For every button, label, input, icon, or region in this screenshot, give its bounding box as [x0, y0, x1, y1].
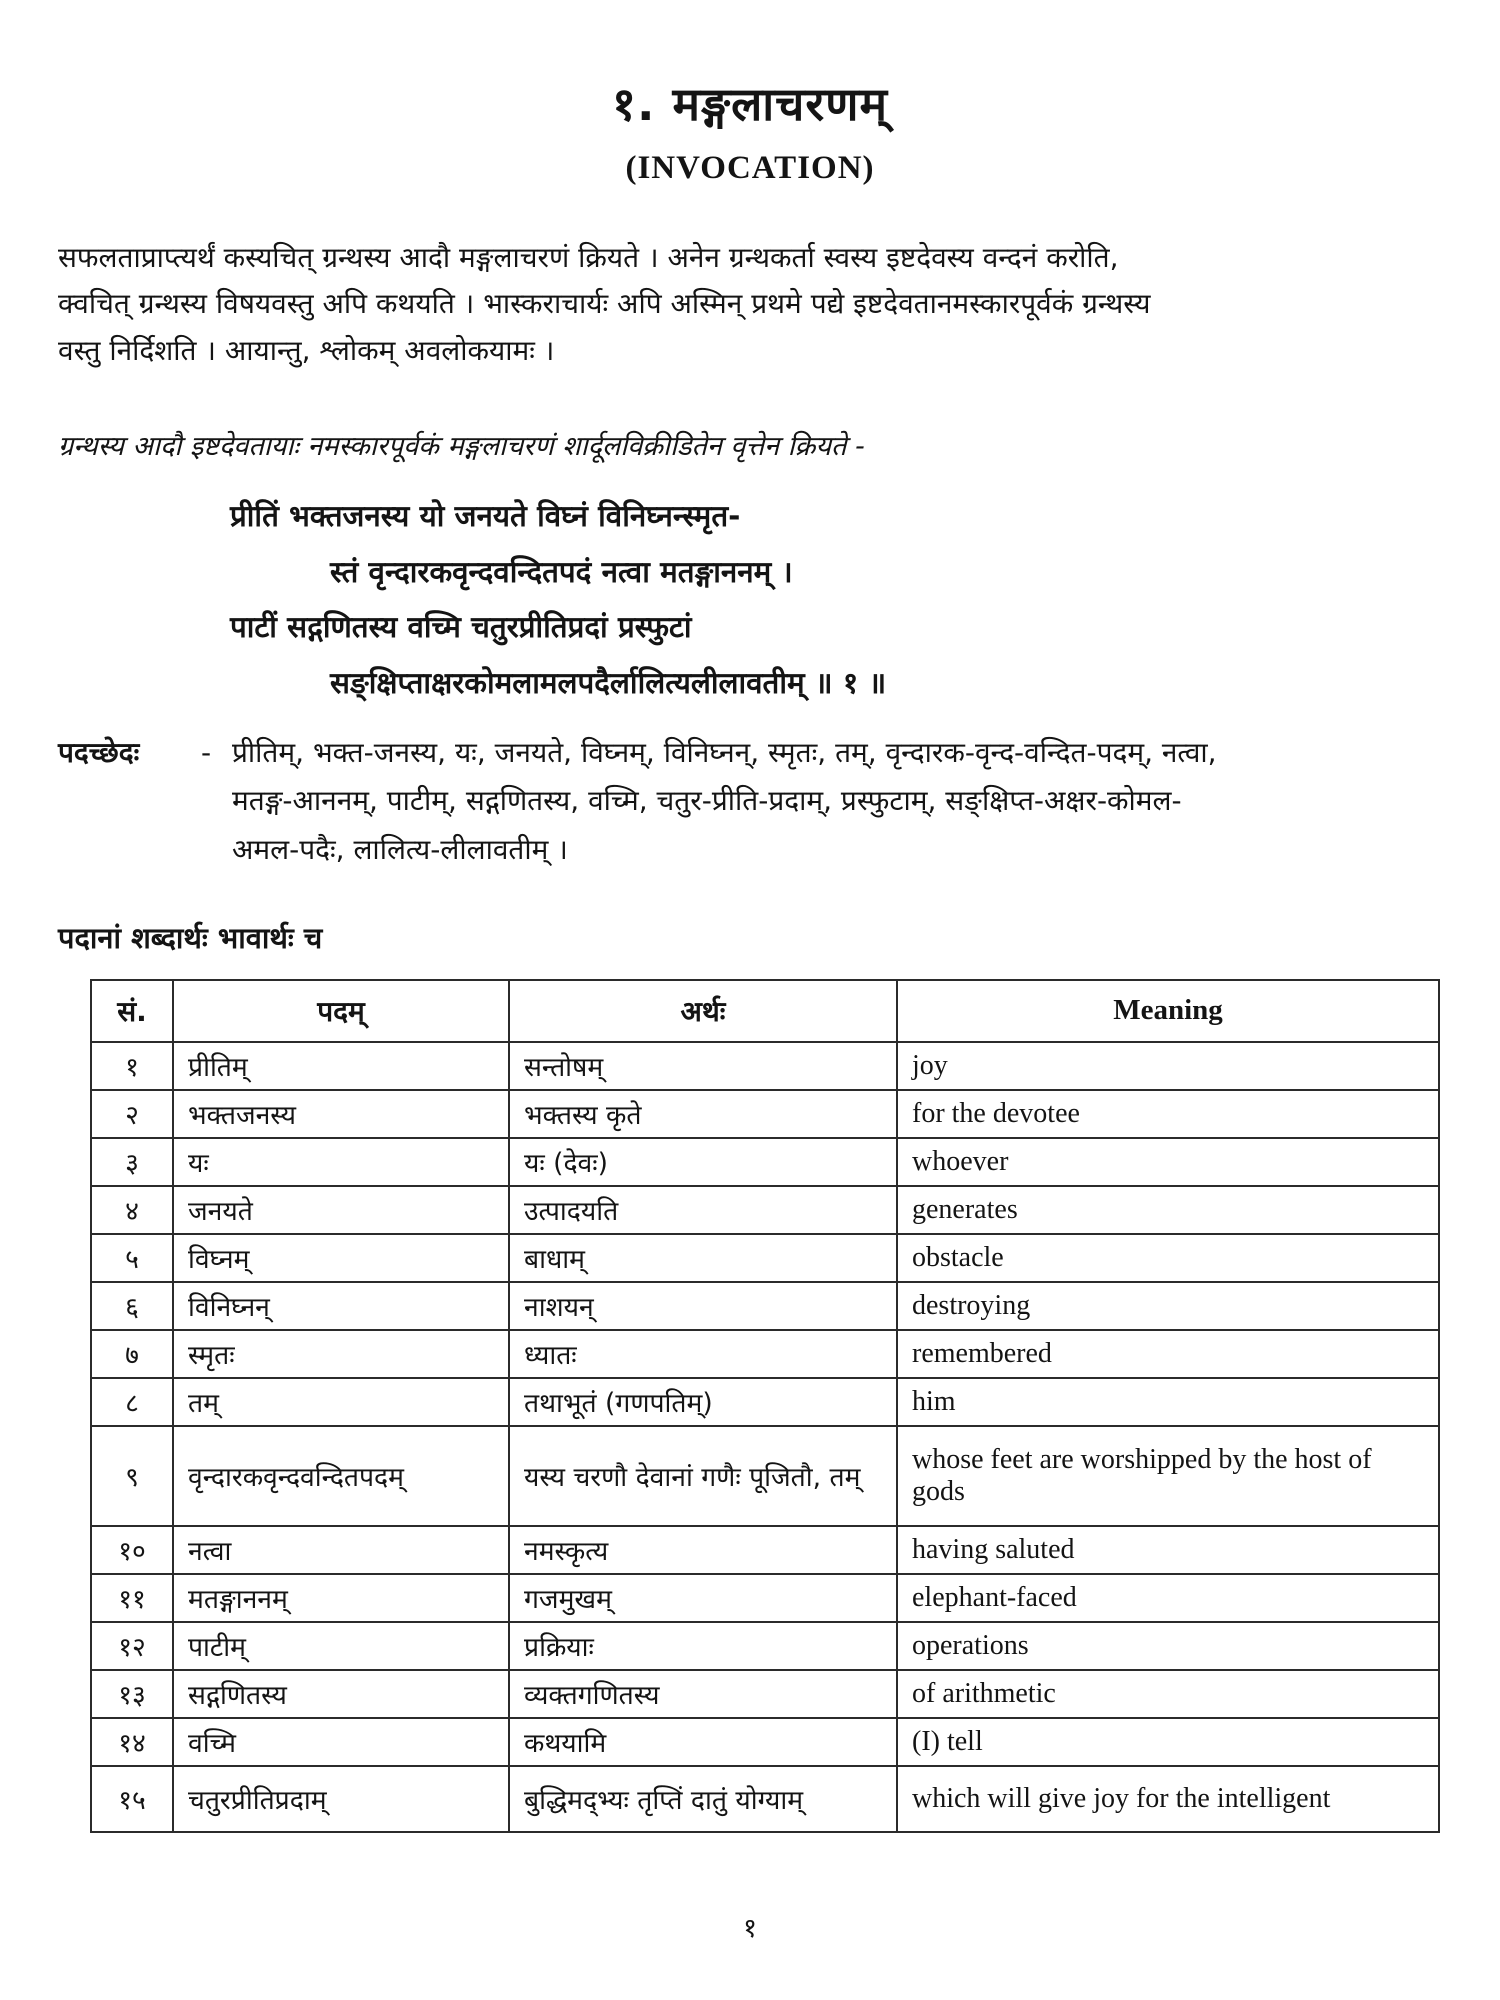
row-artha: यस्य चरणौ देवानां गणैः पूजितौ, तम् — [509, 1426, 897, 1526]
row-artha: उत्पादयति — [509, 1186, 897, 1234]
column-header-meaning: Meaning — [897, 980, 1439, 1042]
row-meaning: destroying — [897, 1282, 1439, 1330]
row-meaning: joy — [897, 1042, 1439, 1090]
row-num: ४ — [91, 1186, 173, 1234]
row-pada: वच्मि — [173, 1718, 509, 1766]
row-num: १४ — [91, 1718, 173, 1766]
row-pada: मतङ्गाननम् — [173, 1574, 509, 1622]
row-artha: नमस्कृत्य — [509, 1526, 897, 1574]
row-artha: कथयामि — [509, 1718, 897, 1766]
row-pada: वृन्दारकवृन्दवन्दितपदम् — [173, 1426, 509, 1526]
padachheda-line: मतङ्ग-आननम्, पाटीम्, सद्गणितस्य, वच्मि, चतुर-प्रीति-प्रदाम्, प्रस्फुटाम्, सङ्क्षिप्त-अक्षर-कोमल- — [232, 784, 1182, 818]
row-meaning: whoever — [897, 1138, 1439, 1186]
row-num: ८ — [91, 1378, 173, 1426]
row-meaning: operations — [897, 1622, 1439, 1670]
row-meaning: generates — [897, 1186, 1439, 1234]
table-row — [91, 1426, 1439, 1526]
row-artha: बाधाम् — [509, 1234, 897, 1282]
row-num: १२ — [91, 1622, 173, 1670]
intro-paragraph — [58, 235, 1442, 374]
row-artha: प्रक्रियाः — [509, 1622, 897, 1670]
row-artha: गजमुखम् — [509, 1574, 897, 1622]
table-row — [91, 1042, 1439, 1090]
row-artha: यः (देवः) — [509, 1138, 897, 1186]
padachheda-label: पदच्छेदः — [58, 736, 140, 770]
table-row — [91, 1718, 1439, 1766]
verse-line: पाटीं सद्गणितस्य वच्मि चतुरप्रीतिप्रदां प्रस्फुटां — [230, 610, 692, 645]
table-row — [91, 1186, 1439, 1234]
row-num: १५ — [91, 1766, 173, 1832]
row-num: ७ — [91, 1330, 173, 1378]
row-num: १० — [91, 1526, 173, 1574]
row-num: ३ — [91, 1138, 173, 1186]
row-pada: तम् — [173, 1378, 509, 1426]
row-meaning: elephant-faced — [897, 1574, 1439, 1622]
row-pada: जनयते — [173, 1186, 509, 1234]
padachheda-line: प्रीतिम्, भक्त-जनस्य, यः, जनयते, विघ्नम्, विनिघ्नन्, स्मृतः, तम्, वृन्दारक-वृन्द-वन्दित-पदम्, नत्वा, — [232, 736, 1217, 770]
row-num: ५ — [91, 1234, 173, 1282]
row-num: ११ — [91, 1574, 173, 1622]
row-artha: नाशयन् — [509, 1282, 897, 1330]
row-meaning: having saluted — [897, 1526, 1439, 1574]
table-row — [91, 1574, 1439, 1622]
column-header-artha: अर्थः — [509, 980, 897, 1042]
table-header-row — [91, 980, 1439, 1042]
row-meaning: obstacle — [897, 1234, 1439, 1282]
row-num: २ — [91, 1090, 173, 1138]
table-row — [91, 1526, 1439, 1574]
padachheda-body — [232, 729, 1442, 873]
padachheda-line: अमल-पदैः, लालित्य-लीलावतीम् । — [232, 832, 568, 866]
table-row — [91, 1378, 1439, 1426]
padachheda-dash: - — [200, 736, 212, 770]
page-number: १ — [742, 1913, 758, 1944]
row-num: १ — [91, 1042, 173, 1090]
table-row — [91, 1234, 1439, 1282]
row-meaning: of arithmetic — [897, 1670, 1439, 1718]
table-row — [91, 1622, 1439, 1670]
row-pada: नत्वा — [173, 1526, 509, 1574]
row-artha: ध्यातः — [509, 1330, 897, 1378]
table-row — [91, 1090, 1439, 1138]
row-artha: भक्तस्य कृते — [509, 1090, 897, 1138]
glossary-heading: पदानां शब्दार्थः भावार्थः च — [58, 920, 323, 955]
row-pada: चतुरप्रीतिप्रदाम् — [173, 1766, 509, 1832]
table-row — [91, 1766, 1439, 1832]
column-header-num: सं. — [91, 980, 173, 1042]
row-meaning: which will give joy for the intelligent — [897, 1766, 1439, 1832]
chapter-title: १. मङ्गलाचरणम् — [612, 77, 888, 131]
verse-line: सङ्क्षिप्ताक्षरकोमलामलपदैर्लालित्यलीलावतीम् ॥ १ ॥ — [330, 665, 887, 700]
verse-line: स्तं वृन्दारकवृन्दवन्दितपदं नत्वा मतङ्गाननम् । — [330, 554, 793, 589]
row-artha: सन्तोषम् — [509, 1042, 897, 1090]
row-meaning: remembered — [897, 1330, 1439, 1378]
row-artha: बुद्धिमद्भ्यः तृप्तिं दातुं योग्याम् — [509, 1766, 897, 1832]
row-pada: प्रीतिम् — [173, 1042, 509, 1090]
chapter-subtitle: (INVOCATION) — [625, 150, 875, 186]
row-pada: यः — [173, 1138, 509, 1186]
glossary-table — [90, 979, 1440, 1833]
row-meaning: whose feet are worshipped by the host of gods — [897, 1426, 1439, 1526]
column-header-pada: पदम् — [173, 980, 509, 1042]
row-pada: भक्तजनस्य — [173, 1090, 509, 1138]
row-pada: सद्गणितस्य — [173, 1670, 509, 1718]
table-row — [91, 1670, 1439, 1718]
table-row — [91, 1282, 1439, 1330]
row-pada: विनिघ्नन् — [173, 1282, 509, 1330]
row-pada: स्मृतः — [173, 1330, 509, 1378]
row-pada: पाटीम् — [173, 1622, 509, 1670]
intro-line: वस्तु निर्दिशति । आयान्तु, श्लोकम् अवलोकयामः । — [58, 333, 555, 367]
row-artha: व्यक्तगणितस्य — [509, 1670, 897, 1718]
row-meaning: (I) tell — [897, 1718, 1439, 1766]
intro-line: सफलताप्राप्त्यर्थं कस्यचित् ग्रन्थस्य आदौ मङ्गलाचरणं क्रियते । अनेन ग्रन्थकर्ता स्वस्य इष्टदेवस्य वन्दनं करोति, — [58, 241, 1119, 274]
row-num: १३ — [91, 1670, 173, 1718]
row-artha: तथाभूतं (गणपतिम्) — [509, 1378, 897, 1426]
row-pada: विघ्नम् — [173, 1234, 509, 1282]
padachheda-section — [58, 729, 1442, 873]
row-meaning: for the devotee — [897, 1090, 1439, 1138]
table-row — [91, 1138, 1439, 1186]
invocation-verse — [58, 489, 1442, 711]
row-meaning: him — [897, 1378, 1439, 1426]
intro-line: क्वचित् ग्रन्थस्य विषयवस्तु अपि कथयति । भास्कराचार्यः अपि अस्मिन् प्रथमे पद्ये इष्टदेवतानमस्कारपूर्वकं ग्रन्थस्य — [58, 287, 1151, 321]
meter-note: ग्रन्थस्य आदौ इष्टदेवतायाः नमस्कारपूर्वकं मङ्गलाचरणं शार्दूलविक्रीडितेन वृत्तेन क्रियते - — [58, 431, 865, 463]
verse-line: प्रीतिं भक्तजनस्य यो जनयते विघ्नं विनिघ्नन्स्मृत- — [230, 499, 741, 534]
row-num: ६ — [91, 1282, 173, 1330]
row-num: ९ — [91, 1426, 173, 1526]
table-row — [91, 1330, 1439, 1378]
